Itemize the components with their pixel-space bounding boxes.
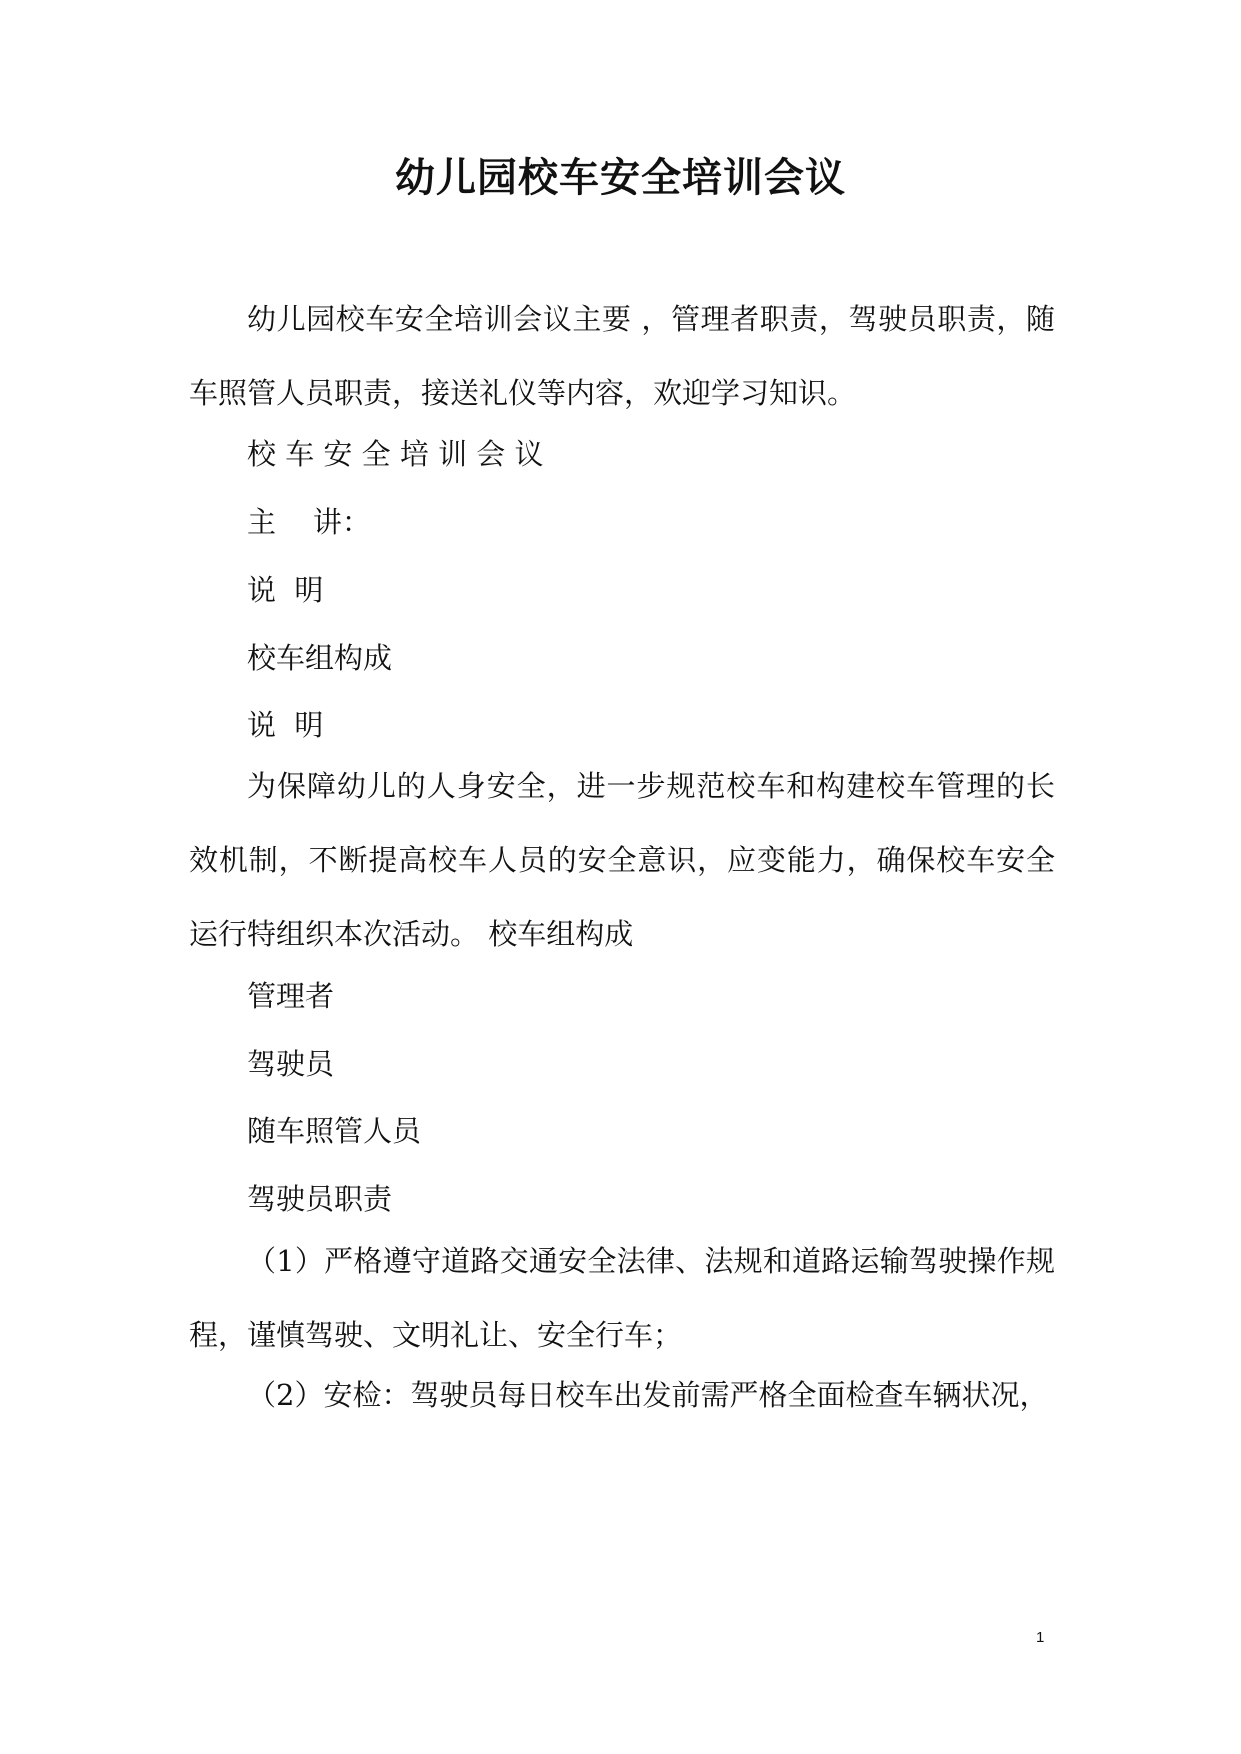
composition-heading-1: 校车组构成 bbox=[247, 641, 393, 675]
explanation-heading-2: 说 明 bbox=[247, 708, 324, 742]
driver-duty-2-block bbox=[189, 1358, 1055, 1432]
intro-paragraph-block bbox=[189, 282, 1055, 430]
training-heading-line: 校 车 安 全 培 训 会 议 bbox=[247, 437, 544, 471]
document-title: 幼儿园校车安全培训会议 bbox=[395, 154, 846, 201]
explanation-heading-1: 说 明 bbox=[247, 573, 324, 607]
driver-duty-1-block bbox=[189, 1224, 1055, 1372]
intro-paragraph: 幼儿园校车安全培训会议主要 ，管理者职责，驾驶员职责，随车照管人员职责，接送礼仪等内容，欢迎学习知识。 bbox=[189, 302, 1055, 410]
page-number: 1 bbox=[1036, 1629, 1045, 1646]
purpose-paragraph-block bbox=[189, 749, 1055, 971]
driver-duty-1: （1）严格遵守道路交通安全法律、法规和道路运输驾驶操作规程，谨慎驾驶、文明礼让、安全行车； bbox=[189, 1244, 1055, 1352]
speaker-line: 主 讲： bbox=[247, 505, 371, 539]
manager-line: 管理者 bbox=[247, 979, 335, 1013]
purpose-paragraph: 为保障幼儿的人身安全，进一步规范校车和构建校车管理的长效机制，不断提高校车人员的安全意识，应变能力，确保校车安全运行特组织本次活动。 校车组构成 bbox=[189, 769, 1055, 951]
driver-line: 驾驶员 bbox=[247, 1047, 335, 1081]
driver-duties-heading: 驾驶员职责 bbox=[247, 1182, 393, 1216]
driver-duty-2: （2）安检：驾驶员每日校车出发前需严格全面检查车辆状况， bbox=[247, 1378, 1049, 1412]
escort-line: 随车照管人员 bbox=[247, 1114, 422, 1148]
